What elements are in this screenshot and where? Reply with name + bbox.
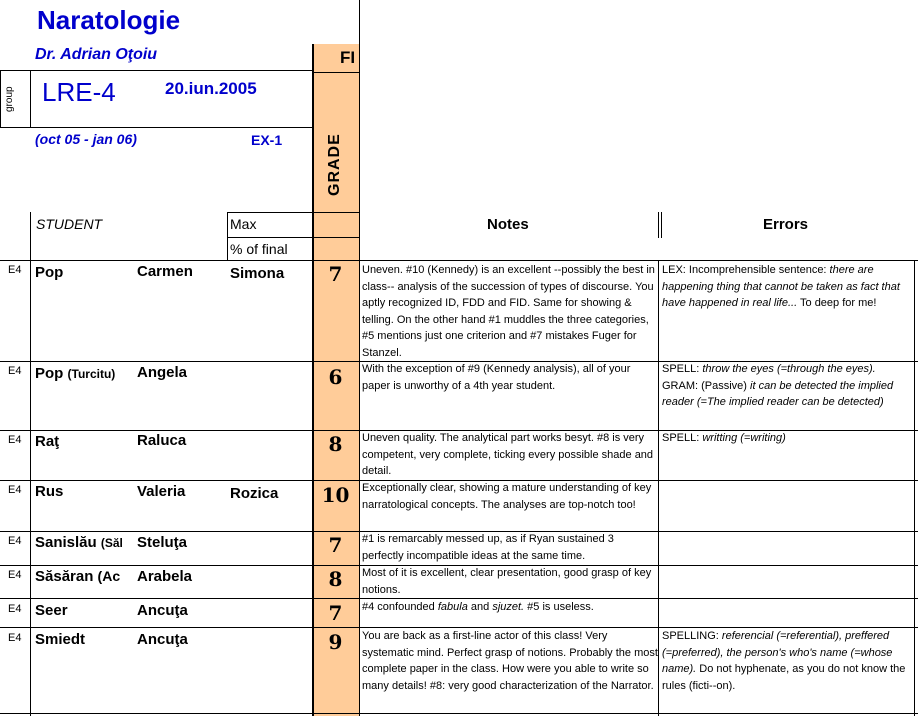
exam-date: 20.iun.2005 xyxy=(165,79,257,98)
max-label: Max xyxy=(230,216,257,232)
notes-header: Notes xyxy=(487,216,529,233)
errors-cell: LEX: Incomprehensible sentence: there are happening thing that cannot be taken as fact that have happened in real life... To deep for me! xyxy=(662,264,900,309)
fi-label: FI xyxy=(340,48,356,67)
row-code: E4 xyxy=(8,603,22,615)
grade-value: 7 xyxy=(328,601,343,625)
row-code: E4 xyxy=(8,632,22,644)
last-name: Sanislău (Săl xyxy=(35,534,123,551)
grade-header: GRADE xyxy=(326,133,343,196)
last-name: Săsăran (Ac xyxy=(35,568,121,585)
notes-cell: You are back as a first-line actor of this class! Very systematic mind. Perfect grasp of notions. Probably the most complete paper in the class. How were you able to write so many details! #8: very good characterization of the Narrator. xyxy=(362,630,658,692)
notes-cell: Uneven. #10 (Kennedy) is an excellent --possibly the best in class-- analysis of the succession of types of discourse. You aptly recognized ID, FDD and FID. Same for showing & telling. On the other hand #1 muddles the three categories, #5 mentions just one criterion and #7 mistakes Fuger for Stanzel. xyxy=(362,264,655,359)
last-name: Raţ xyxy=(35,433,60,450)
errors-divider xyxy=(658,212,662,238)
pct-label: % of final xyxy=(230,241,288,257)
grade-value: 8 xyxy=(328,432,343,456)
grade-value: 8 xyxy=(328,567,343,591)
row-code: E4 xyxy=(8,365,22,377)
notes-cell: Exceptionally clear, showing a mature understanding of key narratological concepts. The analyses are top-notch too! xyxy=(362,482,652,511)
first-name: Ancuţa xyxy=(137,602,188,619)
last-name: Rus xyxy=(35,483,64,500)
errors-header: Errors xyxy=(763,216,809,233)
middle-name: Rozica xyxy=(230,485,279,502)
errors-cell: SPELL: throw the eyes (=through the eyes). GRAM: (Passive) it can be detected the implied reader (=The implied reader can be detected) xyxy=(662,363,894,408)
row-code: E4 xyxy=(8,569,22,581)
row-code: E4 xyxy=(8,434,22,446)
last-name: Smiedt xyxy=(35,631,86,648)
period: (oct 05 - jan 06) xyxy=(35,131,137,147)
first-name: Arabela xyxy=(137,568,193,585)
notes-cell: Uneven quality. The analytical part works besyt. #8 is very competent, very complete, ticking every possible shade and detail. xyxy=(362,432,654,477)
grade-value: 7 xyxy=(328,533,343,557)
grade-value: 9 xyxy=(328,630,343,654)
grade-value: 7 xyxy=(328,262,343,286)
first-name: Angela xyxy=(137,364,188,381)
errors-cell: SPELL: writting (=writing) xyxy=(662,432,786,444)
first-name: Carmen xyxy=(137,263,193,280)
grade-value: 10 xyxy=(321,483,350,507)
errors-cell: SPELLING: referencial (=referential), preffered (=preferred), the person's who's name (=whose name). Do not hyphenate, as you do not know the rules (ficti--on). xyxy=(662,630,906,692)
notes-cell: #4 confounded fabula and sjuzet. #5 is useless. xyxy=(362,601,594,613)
last-name: Pop (Turcitu) xyxy=(35,365,116,382)
grade-value: 6 xyxy=(328,365,343,389)
notes-cell: #1 is remarcably messed up, as if Ryan sustained 3 perfectly incompatible ideas at the same time. xyxy=(362,533,614,562)
row-code: E4 xyxy=(8,484,22,496)
course-title: Naratologie xyxy=(37,5,181,35)
notes-cell: Most of it is excellent, clear presentation, good grasp of key notions. xyxy=(362,567,652,596)
last-name: Seer xyxy=(35,602,68,619)
first-name: Valeria xyxy=(137,483,186,500)
teacher-name: Dr. Adrian Oţoiu xyxy=(35,46,158,63)
first-name: Raluca xyxy=(137,432,187,449)
student-header: STUDENT xyxy=(36,216,103,232)
row-code: E4 xyxy=(8,535,22,547)
row-code: E4 xyxy=(8,264,22,276)
group-label: group xyxy=(4,86,15,112)
middle-name: Simona xyxy=(230,265,285,282)
last-name: Pop xyxy=(35,264,64,281)
notes-cell: With the exception of #9 (Kennedy analysis), all of your paper is unworthy of a 4th year student. xyxy=(362,363,631,392)
first-name: Ancuţa xyxy=(137,631,188,648)
first-name: Steluţa xyxy=(137,534,188,551)
group-name: LRE-4 xyxy=(42,77,116,107)
exam-code: EX-1 xyxy=(251,132,283,148)
